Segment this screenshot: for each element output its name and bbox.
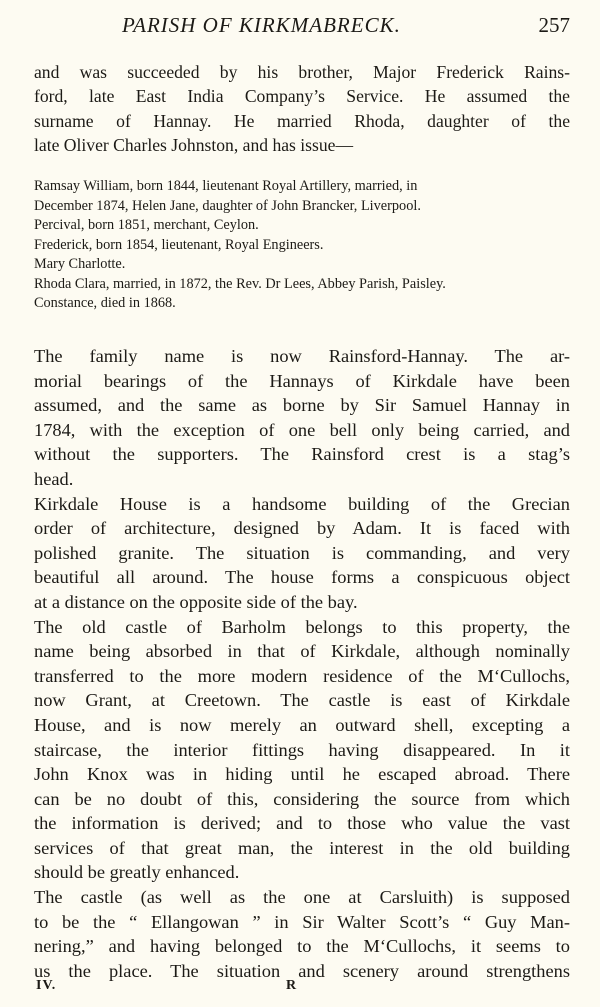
issue-line: Mary Charlotte. [34, 256, 126, 272]
text-line: morial bearings of the Hannays of Kirkdale have been [34, 370, 570, 391]
text-line: services of that great man, the interest in the old building [34, 837, 570, 858]
text-line: late Oliver Charles Johnston, and has issue— [34, 134, 354, 155]
issue-entry [34, 294, 570, 314]
text-line: polished granite. The situation is commanding, and very [34, 542, 570, 563]
text-line: without the supporters. The Rainsford crest is a stag’s [34, 444, 570, 465]
text-line: us the place. The situation and scenery around strengthens [34, 960, 570, 981]
text-line: name being absorbed in that of Kirkdale, although nominally [34, 641, 570, 662]
issue-line: Rhoda Clara, married, in 1872, the Rev. Dr Lees, Abbey Parish, Paisley. [34, 275, 446, 292]
text-line: should be greatly enhanced. [34, 862, 240, 883]
text-line: the information is derived; and to those who value the vast [34, 813, 570, 834]
text-line: The castle (as well as the one at Carsluith) is supposed [34, 887, 570, 908]
issue-line: Ramsay William, born 1844, lieutenant Royal Artillery, married, in [34, 178, 418, 194]
text-line: to be the “ Ellangowan ” in Sir Walter Scott’s “ Guy Man- [34, 911, 570, 932]
issue-entry [34, 216, 570, 236]
text-line: The family name is now Rainsford-Hannay. The ar- [34, 346, 570, 366]
text-line: assumed, and the same as borne by Sir Samuel Hannay in [34, 395, 570, 416]
body-text [34, 344, 570, 983]
signature-mark: R [286, 978, 297, 993]
text-line: John Knox was in hiding until he escaped abroad. There [34, 764, 570, 785]
issue-line: Constance, died in 1868. [34, 295, 176, 311]
text-line: Kirkdale House is a handsome building of the Grecian [34, 493, 570, 514]
issue-entry [34, 177, 570, 216]
text-line: transferred to the more modern residence of the M‘Cullochs, [34, 665, 570, 686]
text-line: 1784, with the exception of one bell only being carried, and [34, 419, 570, 440]
text-line: at a distance on the opposite side of the bay. [34, 591, 358, 612]
text-line: and was succeeded by his brother, Major Frederick Rains- [34, 62, 570, 82]
text-line: staircase, the interior fittings having disappeared. In it [34, 739, 570, 760]
issue-entry [34, 236, 570, 256]
issue-list [34, 177, 570, 314]
text-line: order of architecture, designed by Adam. It is faced with [34, 518, 570, 539]
text-line: head. [34, 468, 74, 489]
issue-line: December 1874, Helen Jane, daughter of John Brancker, Liverpool. [34, 197, 421, 214]
intro-paragraph [34, 60, 570, 157]
text-line: now Grant, at Creetown. The castle is east of Kirkdale [34, 690, 570, 711]
running-title: PARISH OF KIRKMABRECK. [122, 13, 401, 37]
page-number: 257 [538, 13, 570, 37]
text-line: The old castle of Barholm belongs to this property, the [34, 616, 570, 637]
text-line: surname of Hannay. He married Rhoda, daughter of the [34, 110, 570, 131]
text-line: nering,” and having belonged to the M‘Cullochs, it seems to [34, 936, 570, 957]
issue-entry [34, 255, 570, 275]
issue-line: Frederick, born 1854, lieutenant, Royal Engineers. [34, 236, 324, 253]
issue-line: Percival, born 1851, merchant, Ceylon. [34, 217, 259, 233]
volume-mark: IV. [36, 978, 57, 993]
text-line: House, and is now merely an outward shell, excepting a [34, 714, 570, 735]
text-line: ford, late East India Company’s Service. He assumed the [34, 86, 570, 107]
issue-entry [34, 275, 570, 295]
running-head [0, 10, 600, 40]
text-line: beautiful all around. The house forms a conspicuous object [34, 567, 570, 588]
text-line: can be no doubt of this, considering the source from which [34, 788, 570, 809]
page-footer [0, 972, 600, 1000]
